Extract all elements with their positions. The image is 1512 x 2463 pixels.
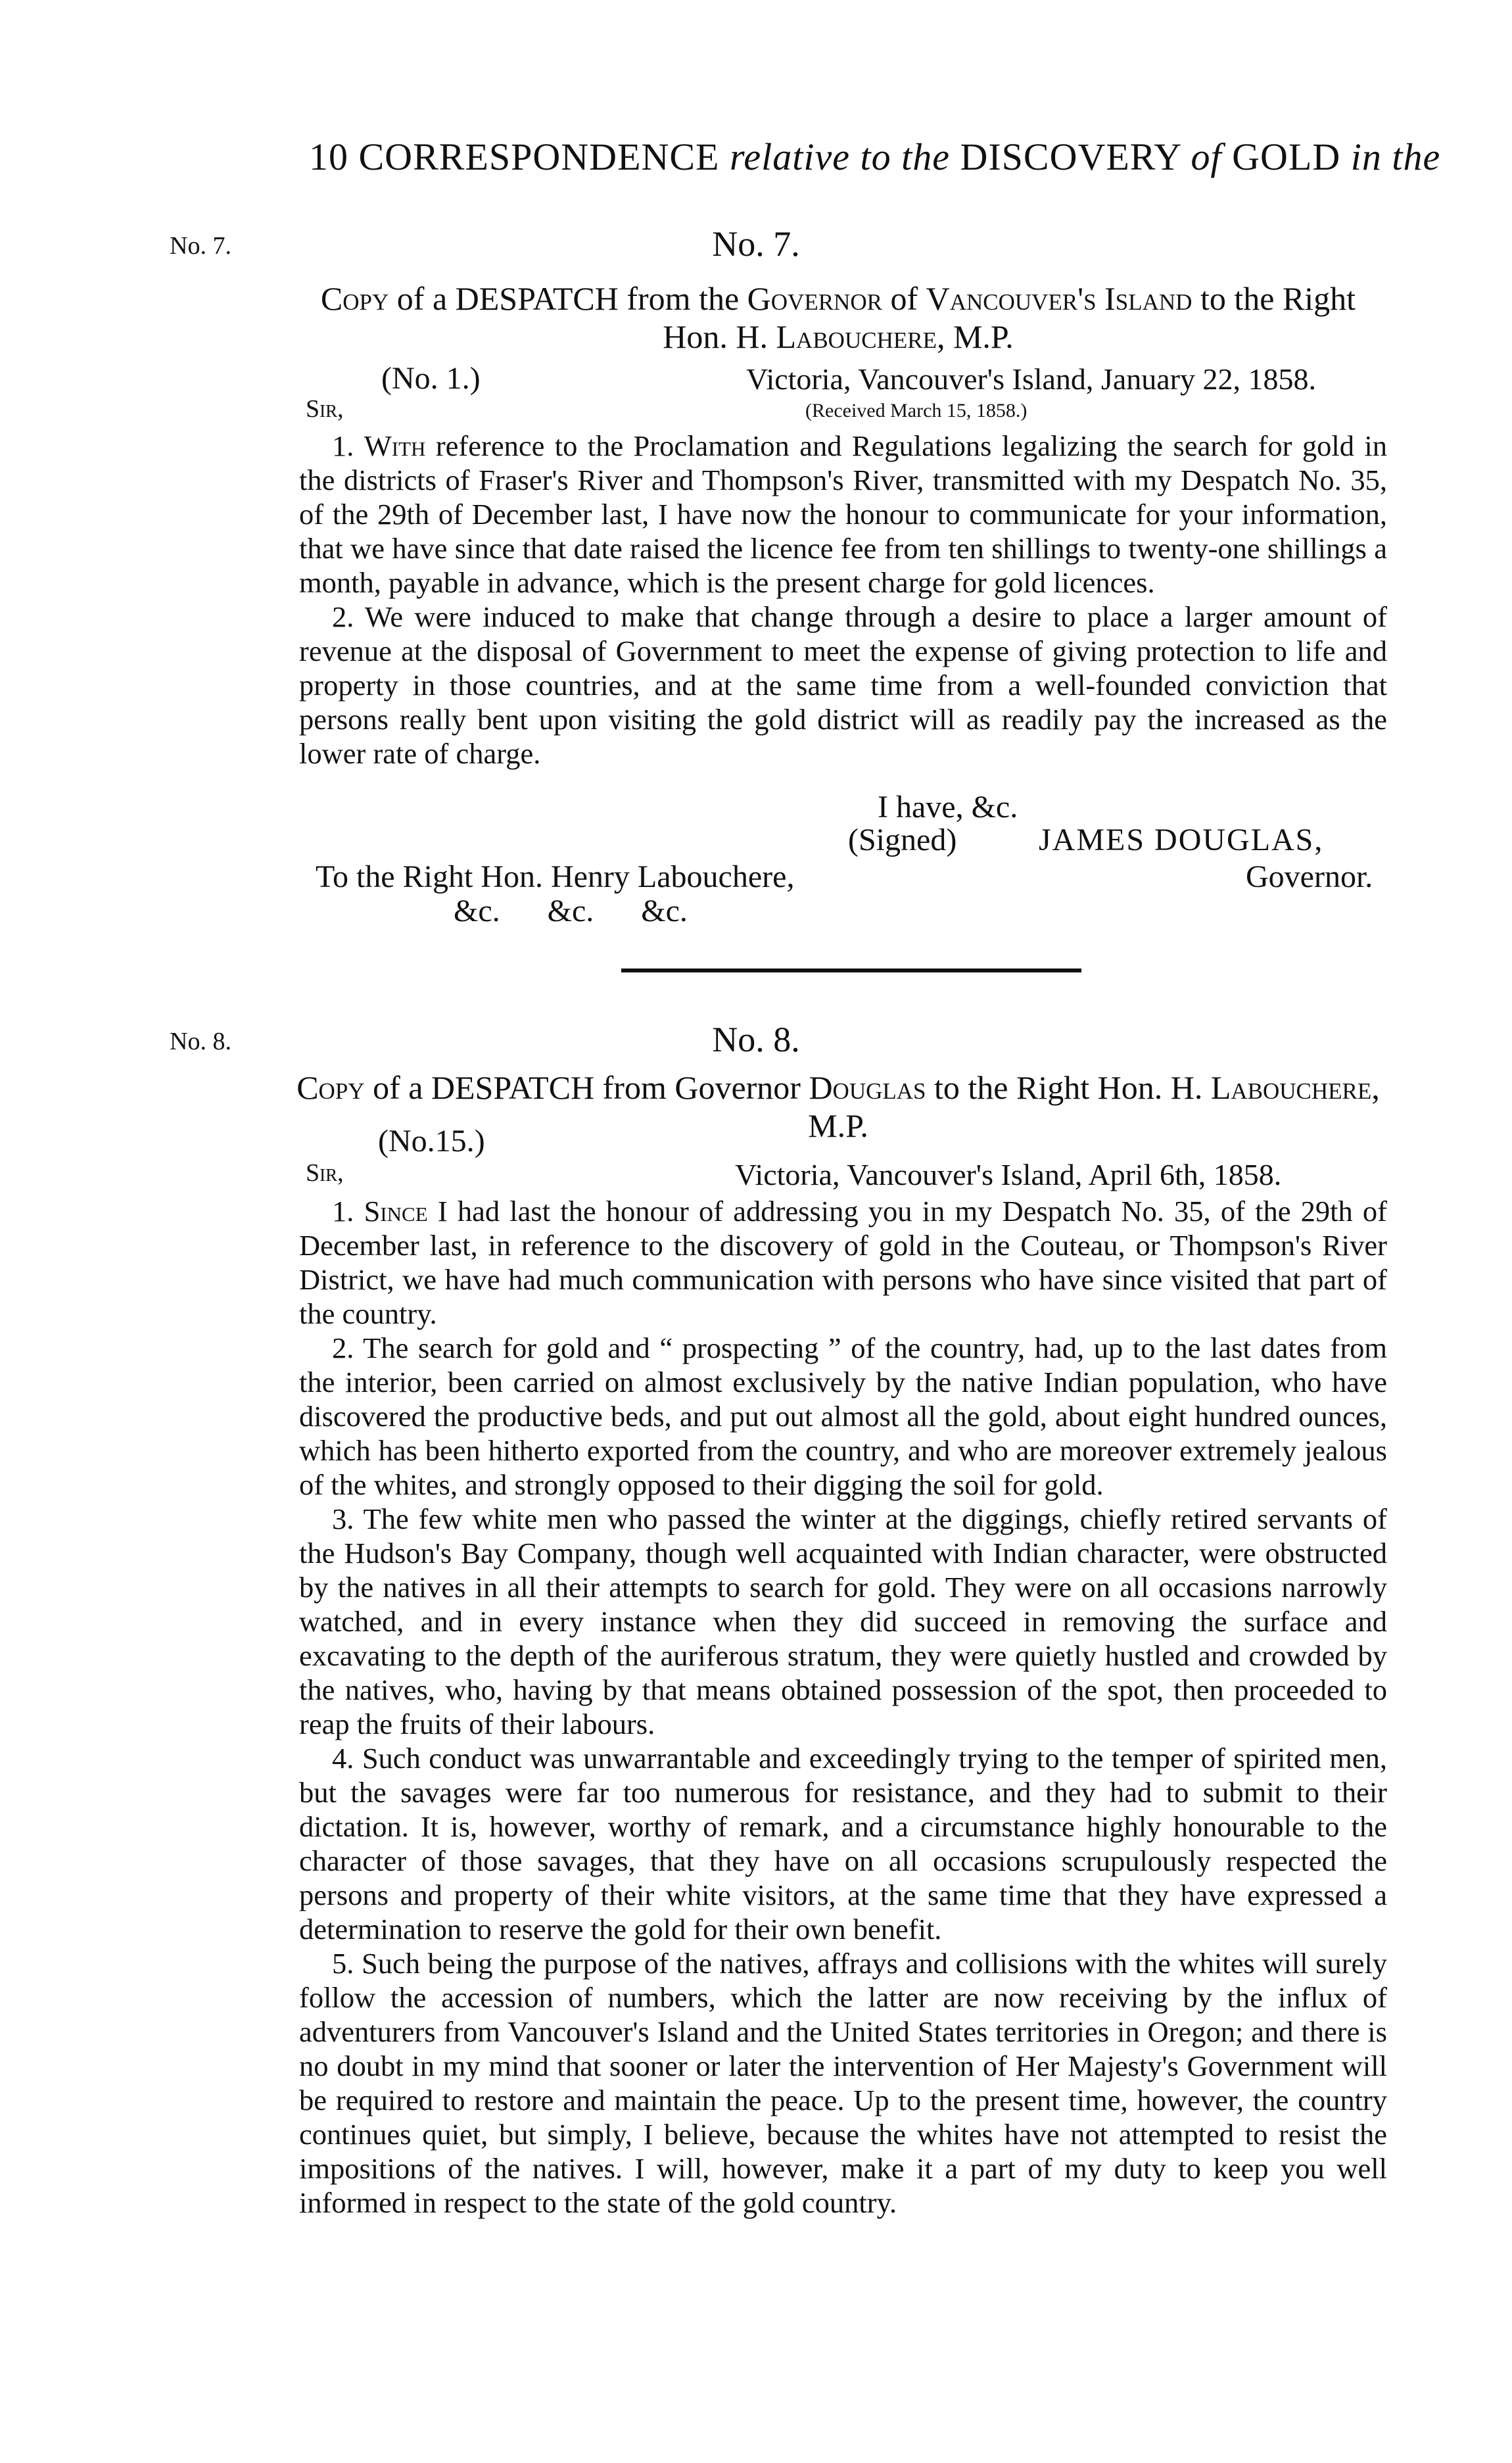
salutation-no7: Sir, xyxy=(306,395,344,423)
title-no8: Copy of a DESPATCH from Governor Douglas to the Right Hon. H. Labouchere, M.P. xyxy=(296,1069,1380,1144)
received-note-no7: (Received March 15, 1858.) xyxy=(805,400,1028,421)
running-head: 10 CORRESPONDENCE relative to the DISCOVERY of GOLD in the xyxy=(309,135,1441,178)
page-number: 10 xyxy=(309,135,348,178)
addressee-no7: To the Right Hon. Henry Labouchere, xyxy=(316,859,795,894)
salutation-no8: Sir, xyxy=(306,1159,344,1187)
paragraph-1: 1. Since I had last the honour of addressing you in my Despatch No. 35, of the 29th of December last, in reference to the discovery of gold in the Couteau, or Thompson's River District, we have had much communication with persons who have since visited that part of the country. xyxy=(299,1195,1387,1330)
paragraph-2: 2. The search for gold and “ prospecting ” of the country, had, up to the last dates from the interior, been carried on almost exclusively by the native Indian population, who have discovered the productive beds, and put out almost all the gold, about eight hundred ounces, which has been hitherto exported from the country, and who are moreover extremely jealous of the whites, and strongly opposed to their digging the soil for gold. xyxy=(299,1331,1387,1501)
heading-no7: No. 7. xyxy=(712,224,800,264)
signer-office-no7: Governor. xyxy=(1246,859,1373,894)
paragraph-3: 3. The few white men who passed the winter at the diggings, chiefly retired servants of the Hudson's Bay Company, though well acquainted with Indian character, were obstructed by the natives in all their attempts to search for gold. They were on all occasions narrowly watched, and in every instance when they did succeed in removing the surface and excavating to the depth of the auriferous stratum, they were quietly hustled and crowded by the natives, who, having by that means obtained possession of the spot, then proceeded to reap the fruits of their labours. xyxy=(299,1502,1387,1740)
signer-name-no7: JAMES DOUGLAS, xyxy=(1039,823,1324,857)
despatch-ref-no8: (No.15.) xyxy=(378,1124,485,1159)
signed-label-no7: (Signed) xyxy=(848,823,957,857)
dateline-no7: Victoria, Vancouver's Island, January 22, 1858. xyxy=(746,362,1316,396)
paragraph-2: 2. We were induced to make that change through a desire to place a larger amount of revenue at the disposal of Government to meet the expense of giving protection to life and property in those countries, and at the same time from a well-founded conviction that persons really bent upon visiting the gold district will as readily pay the increased as the lower rate of charge. xyxy=(299,600,1387,770)
paragraph-5: 5. Such being the purpose of the natives, affrays and collisions with the whites will surely follow the accession of numbers, which the latter are now receiving by the influx of adventurers from Vancouver's Island and the United States territories in Oregon; and there is no doubt in my mind that sooner or later the intervention of Her Majesty's Government will be required to restore and maintain the peace. Up to the present time, however, the country continues quiet, but simply, I believe, because the whites have not attempted to resist the impositions of the natives. I will, however, make it a part of my duty to keep you well informed in respect to the state of the gold country. xyxy=(299,1947,1387,2219)
heading-no8: No. 8. xyxy=(712,1020,800,1059)
despatch-ref-no7: (No. 1.) xyxy=(381,361,481,396)
body-no7 xyxy=(299,429,1387,771)
dateline-no8: Victoria, Vancouver's Island, April 6th, 1858. xyxy=(735,1158,1282,1191)
etc-no7: &c. &c. &c. xyxy=(454,894,688,928)
body-no8 xyxy=(299,1194,1387,2220)
closing-no7: I have, &c. xyxy=(878,790,1018,825)
margin-note-no8: No. 8. xyxy=(170,1028,231,1055)
section-divider xyxy=(621,968,1081,972)
title-no7: Copy of a DESPATCH from the Governor of Vancouver's Island to the Right Hon. H. Labouchere, M.P. xyxy=(320,280,1356,355)
paragraph-4: 4. Such conduct was unwarrantable and exceedingly trying to the temper of spirited men, but the savages were far too numerous for resistance, and they had to submit to their dictation. It is, however, worthy of remark, and a circumstance highly honourable to the character of those savages, that they have on all occasions scrupulously respected the persons and property of their white visitors, at the same time that they have expressed a determination to reserve the gold for their own benefit. xyxy=(299,1742,1387,1946)
paragraph-1: 1. With reference to the Proclamation and Regulations legalizing the search for gold in the districts of Fraser's River and Thompson's River, transmitted with my Despatch No. 35, of the 29th of December last, I have now the honour to communicate for your information, that we have since that date raised the licence fee from ten shillings to twenty-one shillings a month, payable in advance, which is the present charge for gold licences. xyxy=(299,429,1388,599)
margin-note-no7: No. 7. xyxy=(170,232,231,260)
